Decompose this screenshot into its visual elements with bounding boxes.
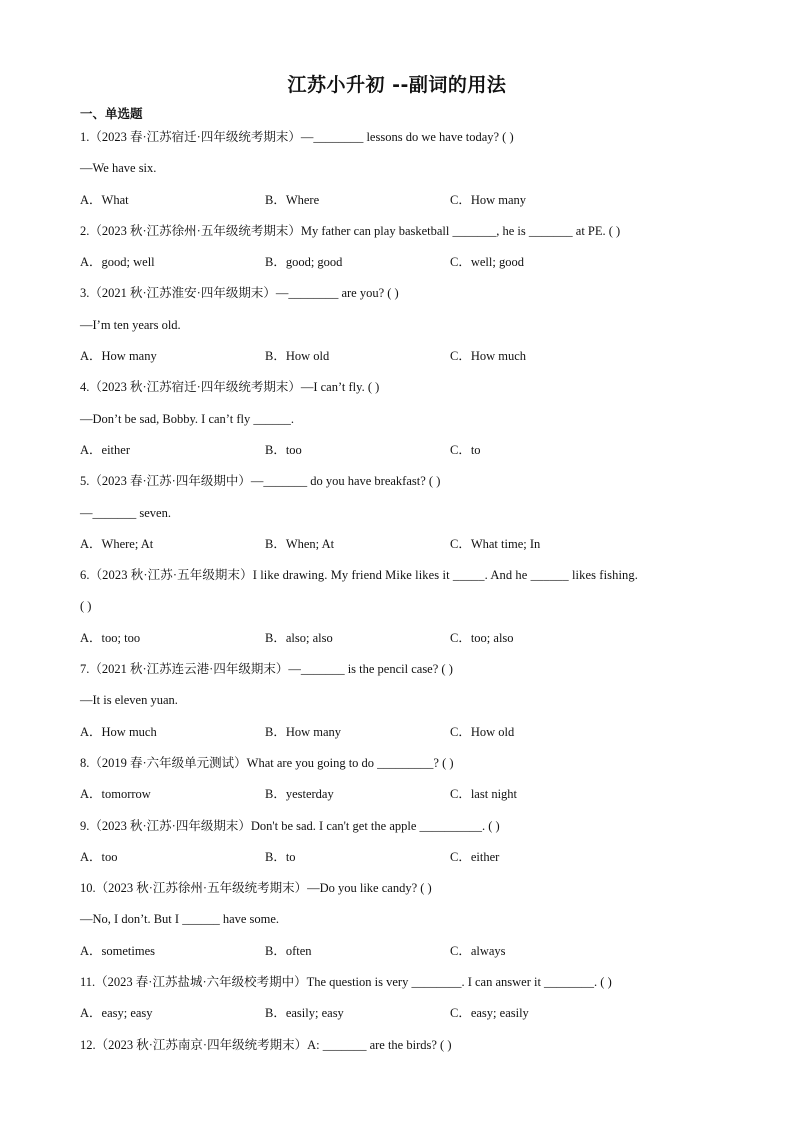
question-stem (80, 877, 704, 908)
question-line (80, 502, 704, 533)
answer-option: C．either (450, 849, 500, 864)
question-line (80, 595, 704, 626)
question-stem (80, 752, 704, 783)
question-text: 11.（2023 春·江苏盐城·六年级校考期中）The question is very ________. I can answer it ________. ( ) (80, 975, 612, 990)
question-text: 6.（2023 秋·江苏·五年级期末）I like drawing. My friend Mike likes it _____. And he ______ likes fishing. (80, 568, 638, 583)
page-title: 江苏小升初 --副词的用法 (287, 74, 507, 96)
question-stem (80, 376, 704, 407)
answer-option: B．yesterday (265, 787, 334, 802)
answer-option: A．either (80, 442, 130, 457)
answer-options (80, 251, 704, 282)
answer-option: C．always (450, 943, 506, 958)
answer-option: C．to (450, 442, 481, 457)
answer-option: A．too (80, 849, 118, 864)
answer-option: B．Where (265, 192, 320, 207)
answer-options (80, 783, 704, 814)
question-text: 2.（2023 秋·江苏徐州·五年级统考期末）My father can play basketball _______, he is _______ at PE. ( ) (80, 223, 621, 238)
answer-options (80, 940, 704, 971)
answer-option: C．What time; In (450, 536, 541, 551)
answer-option: B．too (265, 442, 302, 457)
answer-options (80, 627, 704, 658)
question-text: 9.（2023 秋·江苏·四年级期末）Don't be sad. I can't get the apple __________. ( ) (80, 818, 500, 833)
question-line (80, 314, 704, 345)
answer-option: B．When; At (265, 536, 335, 551)
answer-option: C．How old (450, 724, 515, 739)
question-text: —No, I don’t. But I ______ have some. (80, 912, 280, 927)
question-text: 10.（2023 秋·江苏徐州·五年级统考期末）—Do you like candy? ( ) (80, 881, 432, 896)
question-stem (80, 815, 704, 846)
answer-options (80, 345, 704, 376)
answer-option: C．How much (450, 349, 527, 364)
answer-option: B．How many (265, 724, 342, 739)
question-text: 7.（2021 秋·江苏连云港·四年级期末）—_______ is the pencil case? ( ) (80, 662, 453, 677)
section-heading: 一、单选题 (80, 106, 143, 121)
answer-options (80, 721, 704, 752)
answer-option: B．often (265, 943, 312, 958)
answer-option: A．What (80, 192, 129, 207)
answer-option: A．easy; easy (80, 1006, 153, 1021)
question-stem (80, 220, 704, 251)
question-stem (80, 658, 704, 689)
question-stem (80, 282, 704, 313)
question-line (80, 689, 704, 720)
answer-option: B．to (265, 849, 296, 864)
answer-option: A．tomorrow (80, 787, 151, 802)
question-text: 3.（2021 秋·江苏淮安·四年级期末）—________ are you? ( ) (80, 286, 399, 301)
question-stem (80, 126, 704, 157)
answer-option: B．How old (265, 349, 330, 364)
question-text: 4.（2023 秋·江苏宿迁·四年级统考期末）—I can’t fly. ( ) (80, 380, 380, 395)
answer-options (80, 189, 704, 220)
question-stem (80, 564, 704, 595)
answer-option: B．also; also (265, 630, 333, 645)
question-stem (80, 470, 704, 501)
question-list (80, 126, 704, 1065)
question-text: —We have six. (80, 161, 157, 176)
answer-option: A．How many (80, 349, 157, 364)
question-text: —Don’t be sad, Bobby. I can’t fly ______. (80, 411, 294, 426)
answer-option: B．easily; easy (265, 1006, 344, 1021)
question-text: —I’m ten years old. (80, 317, 181, 332)
question-text: 12.（2023 秋·江苏南京·四年级统考期末）A: _______ are the birds? ( ) (80, 1037, 452, 1052)
answer-options (80, 1002, 704, 1033)
answer-options (80, 533, 704, 564)
answer-option: B．good; good (265, 255, 343, 270)
answer-option: A．Where; At (80, 536, 154, 551)
answer-option: C．too; also (450, 630, 514, 645)
question-text: 1.（2023 春·江苏宿迁·四年级统考期末）—________ lessons do we have today? ( ) (80, 130, 514, 144)
answer-option: C．easy; easily (450, 1006, 529, 1021)
question-text: ( ) (80, 599, 92, 614)
answer-option: C．How many (450, 192, 527, 207)
answer-option: C．well; good (450, 255, 524, 270)
answer-options (80, 439, 704, 470)
question-line (80, 157, 704, 188)
answer-option: A．too; too (80, 630, 141, 645)
question-line (80, 408, 704, 439)
answer-option: A．sometimes (80, 943, 155, 958)
question-text: —_______ seven. (80, 505, 171, 520)
question-line (80, 908, 704, 939)
question-text: —It is eleven yuan. (80, 693, 178, 708)
answer-option: A．good; well (80, 255, 155, 270)
question-stem (80, 971, 704, 1002)
answer-option: A．How much (80, 724, 157, 739)
answer-option: C．last night (450, 787, 518, 802)
question-stem (80, 1034, 704, 1065)
question-text: 8.（2019 春·六年级单元测试）What are you going to do _________? ( ) (80, 755, 454, 770)
question-text: 5.（2023 春·江苏·四年级期中）—_______ do you have breakfast? ( ) (80, 474, 441, 489)
answer-options (80, 846, 704, 877)
